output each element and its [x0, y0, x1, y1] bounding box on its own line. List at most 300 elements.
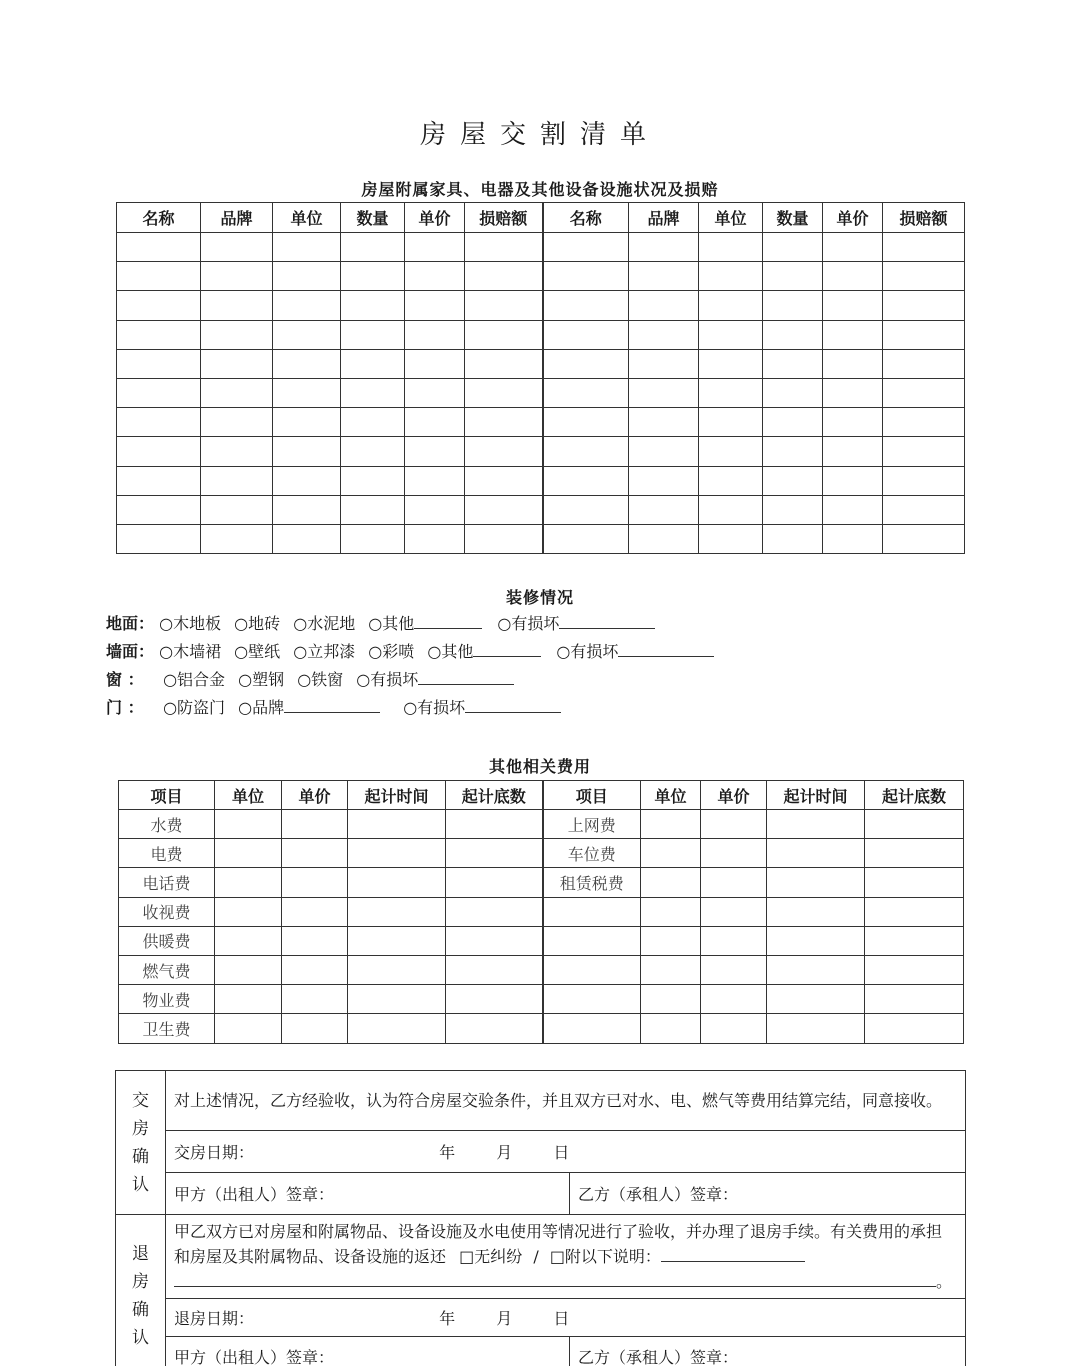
table-cell[interactable]: [629, 349, 699, 378]
table-cell[interactable]: [701, 955, 767, 984]
table-cell[interactable]: [117, 378, 201, 407]
table-cell[interactable]: [701, 839, 767, 868]
table-cell[interactable]: [117, 233, 201, 262]
door-option[interactable]: ○防盗门: [163, 698, 226, 717]
table-cell[interactable]: [767, 1014, 865, 1043]
window-damaged-option[interactable]: ○有损坏: [356, 670, 419, 689]
table-cell[interactable]: [348, 1014, 446, 1043]
col-header: 起计时间: [348, 781, 446, 810]
table-cell[interactable]: [883, 437, 965, 466]
floor-damaged-option[interactable]: ○有损坏: [497, 614, 560, 633]
table-cell[interactable]: [763, 408, 823, 437]
wall-option[interactable]: ○其他: [427, 642, 474, 661]
table-cell[interactable]: [641, 868, 701, 897]
col-header: 数量: [341, 203, 405, 233]
col-header: 单价: [701, 781, 767, 810]
table-cell[interactable]: [823, 233, 883, 262]
table-cell[interactable]: [699, 466, 763, 495]
table-cell[interactable]: [282, 810, 348, 839]
table-cell[interactable]: [763, 349, 823, 378]
table-cell[interactable]: [341, 524, 405, 553]
floor-row: [106, 610, 655, 638]
table-cell[interactable]: [282, 839, 348, 868]
wall-option[interactable]: ○木墙裙: [159, 642, 222, 661]
table-cell[interactable]: [282, 897, 348, 926]
floor-option[interactable]: ○地砖: [234, 614, 281, 633]
side-char: 确: [132, 1299, 149, 1320]
fee-item-label: [543, 897, 641, 926]
table-cell[interactable]: [629, 378, 699, 407]
window-option[interactable]: ○铁窗: [297, 670, 344, 689]
table-cell[interactable]: [215, 926, 282, 955]
table-cell[interactable]: [767, 810, 865, 839]
fee-item-label: [543, 955, 641, 984]
table-cell[interactable]: [465, 408, 543, 437]
side-char: 交: [132, 1090, 149, 1111]
table-cell[interactable]: [763, 262, 823, 291]
table-cell[interactable]: [405, 349, 465, 378]
table-cell[interactable]: [699, 408, 763, 437]
table-cell[interactable]: [341, 291, 405, 320]
checkout-side-label: [116, 1215, 166, 1366]
table-cell[interactable]: [465, 495, 543, 524]
table-cell[interactable]: [823, 378, 883, 407]
table-cell[interactable]: [883, 524, 965, 553]
table-cell[interactable]: [465, 378, 543, 407]
floor-option[interactable]: ○木地板: [159, 614, 222, 633]
wall-other-blank[interactable]: [473, 643, 541, 657]
table-cell[interactable]: [282, 868, 348, 897]
window-label: 窗 ：: [106, 670, 144, 689]
table-cell[interactable]: [865, 897, 964, 926]
table-row: [117, 349, 965, 378]
door-option[interactable]: ○品牌: [238, 698, 285, 717]
table-cell[interactable]: [763, 466, 823, 495]
table-cell[interactable]: [629, 233, 699, 262]
table-cell[interactable]: [823, 524, 883, 553]
table-cell[interactable]: [543, 495, 629, 524]
table-cell[interactable]: [405, 408, 465, 437]
table-cell[interactable]: [405, 291, 465, 320]
table-cell[interactable]: [699, 524, 763, 553]
table-cell[interactable]: [701, 868, 767, 897]
side-char: 认: [132, 1327, 149, 1348]
table-cell[interactable]: [446, 839, 543, 868]
table-cell[interactable]: [273, 466, 341, 495]
table-cell[interactable]: [273, 378, 341, 407]
table-cell[interactable]: [405, 320, 465, 349]
table-cell[interactable]: [405, 524, 465, 553]
table-cell[interactable]: [865, 810, 964, 839]
table-cell[interactable]: [405, 466, 465, 495]
table-cell[interactable]: [865, 1014, 964, 1043]
table-cell[interactable]: [543, 466, 629, 495]
table-cell[interactable]: [629, 466, 699, 495]
table-cell[interactable]: [201, 233, 273, 262]
table-cell[interactable]: [543, 408, 629, 437]
handover-month[interactable]: 月: [496, 1143, 513, 1162]
table-cell[interactable]: [823, 408, 883, 437]
table-cell[interactable]: [883, 495, 965, 524]
table-cell[interactable]: [543, 262, 629, 291]
fees-heading: 其他相关费用: [488, 757, 591, 776]
checkout-period: 。: [936, 1272, 953, 1291]
side-char: 确: [132, 1146, 149, 1167]
table-cell[interactable]: [465, 349, 543, 378]
table-cell[interactable]: [215, 1014, 282, 1043]
handover-party-a-signature[interactable]: 甲方（出租人）签章：: [166, 1173, 570, 1215]
window-option[interactable]: ○铝合金: [163, 670, 226, 689]
table-cell[interactable]: [543, 349, 629, 378]
checkout-year[interactable]: 年: [439, 1309, 456, 1328]
table-cell[interactable]: [767, 926, 865, 955]
checkout-party-a-signature[interactable]: 甲方（出租人）签章：: [166, 1337, 570, 1366]
table-cell[interactable]: [465, 466, 543, 495]
table-cell[interactable]: [865, 926, 964, 955]
table-row: [119, 839, 964, 868]
checkout-note-line[interactable]: [174, 1271, 936, 1287]
table-cell[interactable]: [348, 897, 446, 926]
door-damaged-blank[interactable]: [465, 699, 561, 713]
table-cell[interactable]: [273, 320, 341, 349]
wall-damaged-option[interactable]: ○有损坏: [556, 642, 619, 661]
fee-item-label: [543, 985, 641, 1014]
table-cell[interactable]: [823, 466, 883, 495]
table-row: [119, 926, 964, 955]
table-cell[interactable]: [215, 839, 282, 868]
door-damaged-option[interactable]: ○有损坏: [403, 698, 466, 717]
table-cell[interactable]: [117, 262, 201, 291]
table-cell[interactable]: [883, 349, 965, 378]
table-cell[interactable]: [446, 868, 543, 897]
table-cell[interactable]: [699, 495, 763, 524]
table-cell[interactable]: [883, 233, 965, 262]
table-cell[interactable]: [629, 262, 699, 291]
table-cell[interactable]: [201, 524, 273, 553]
table-row: [117, 495, 965, 524]
table-cell[interactable]: [348, 868, 446, 897]
table-cell[interactable]: [629, 408, 699, 437]
table-cell[interactable]: [405, 495, 465, 524]
window-row: [106, 666, 514, 694]
table-cell[interactable]: [767, 985, 865, 1014]
fee-item-label: 卫生费: [119, 1014, 215, 1043]
table-cell[interactable]: [641, 810, 701, 839]
table-cell[interactable]: [348, 985, 446, 1014]
table-cell[interactable]: [341, 233, 405, 262]
table-cell[interactable]: [273, 524, 341, 553]
table-cell[interactable]: [823, 437, 883, 466]
table-cell[interactable]: [282, 955, 348, 984]
fee-item-label: [543, 926, 641, 955]
door-row: [106, 694, 561, 722]
table-cell[interactable]: [767, 868, 865, 897]
table-cell[interactable]: [215, 955, 282, 984]
table-cell[interactable]: [282, 926, 348, 955]
table-cell[interactable]: [543, 437, 629, 466]
table-cell[interactable]: [543, 524, 629, 553]
table-cell[interactable]: [543, 233, 629, 262]
table-cell[interactable]: [446, 926, 543, 955]
table-cell[interactable]: [465, 524, 543, 553]
table-cell[interactable]: [201, 466, 273, 495]
table-cell[interactable]: [348, 926, 446, 955]
table-cell[interactable]: [699, 262, 763, 291]
wall-option[interactable]: ○壁纸: [234, 642, 281, 661]
table-cell[interactable]: [465, 320, 543, 349]
table-cell[interactable]: [465, 437, 543, 466]
col-header: 起计时间: [767, 781, 865, 810]
wall-option[interactable]: ○立邦漆: [293, 642, 356, 661]
fee-item-label: 车位费: [543, 839, 641, 868]
table-cell[interactable]: [405, 262, 465, 291]
col-header: 项目: [543, 781, 641, 810]
table-cell[interactable]: [823, 262, 883, 291]
fee-item-label: [543, 1014, 641, 1043]
table-cell[interactable]: [446, 1014, 543, 1043]
table-cell[interactable]: [629, 524, 699, 553]
table-cell[interactable]: [405, 378, 465, 407]
table-cell[interactable]: [282, 985, 348, 1014]
table-cell[interactable]: [446, 985, 543, 1014]
table-cell[interactable]: [701, 897, 767, 926]
table-cell[interactable]: [341, 378, 405, 407]
table-cell[interactable]: [865, 985, 964, 1014]
table-cell[interactable]: [273, 349, 341, 378]
table-row: [117, 466, 965, 495]
table-cell[interactable]: [215, 868, 282, 897]
decoration-heading: 装修情况: [505, 588, 574, 607]
table-cell[interactable]: [273, 408, 341, 437]
table-cell[interactable]: [341, 437, 405, 466]
table-cell[interactable]: [117, 349, 201, 378]
table-cell[interactable]: [273, 291, 341, 320]
table-cell[interactable]: [405, 233, 465, 262]
table-cell[interactable]: [117, 495, 201, 524]
checkout-separator: /: [533, 1247, 539, 1266]
fee-item-label: 收视费: [119, 897, 215, 926]
table-cell[interactable]: [117, 291, 201, 320]
table-cell[interactable]: [641, 839, 701, 868]
handover-statement: 对上述情况，乙方经验收，认为符合房屋交验条件，并且双方已对水、电、燃气等费用结算完结，同意接收。: [166, 1071, 966, 1131]
table-cell[interactable]: [201, 378, 273, 407]
table-cell[interactable]: [865, 868, 964, 897]
fee-item-label: 上网费: [543, 810, 641, 839]
table-cell[interactable]: [446, 810, 543, 839]
table-cell[interactable]: [348, 839, 446, 868]
table-cell[interactable]: [823, 320, 883, 349]
wall-option[interactable]: ○彩喷: [368, 642, 415, 661]
checkout-date-row: [166, 1299, 966, 1337]
table-cell[interactable]: [763, 378, 823, 407]
handover-year[interactable]: 年: [439, 1143, 456, 1162]
checkout-note-blank[interactable]: [661, 1246, 805, 1262]
furniture-header-row: [117, 203, 965, 233]
door-brand-blank[interactable]: [284, 699, 380, 713]
table-cell[interactable]: [763, 437, 823, 466]
floor-label: 地面：: [106, 614, 155, 633]
table-cell[interactable]: [699, 378, 763, 407]
table-cell[interactable]: [629, 495, 699, 524]
floor-other-blank[interactable]: [414, 615, 482, 629]
table-cell[interactable]: [641, 1014, 701, 1043]
table-cell[interactable]: [348, 955, 446, 984]
fee-item-label: 电话费: [119, 868, 215, 897]
handover-day[interactable]: 日: [553, 1143, 570, 1162]
col-header: 起计底数: [446, 781, 543, 810]
table-cell[interactable]: [117, 524, 201, 553]
handover-party-b-signature[interactable]: 乙方（承租人）签章：: [570, 1173, 966, 1215]
table-cell[interactable]: [201, 437, 273, 466]
table-cell[interactable]: [629, 291, 699, 320]
table-cell[interactable]: [341, 262, 405, 291]
table-cell[interactable]: [282, 1014, 348, 1043]
checkout-day[interactable]: 日: [553, 1309, 570, 1328]
table-cell[interactable]: [767, 897, 865, 926]
table-cell[interactable]: [699, 320, 763, 349]
floor-damaged-blank[interactable]: [559, 615, 655, 629]
table-cell[interactable]: [273, 495, 341, 524]
col-header: 品牌: [201, 203, 273, 233]
table-cell[interactable]: [117, 466, 201, 495]
table-row: [117, 378, 965, 407]
table-cell[interactable]: [117, 320, 201, 349]
page-title: 房屋交割清单: [419, 120, 660, 150]
floor-option[interactable]: ○水泥地: [293, 614, 356, 633]
table-cell[interactable]: [215, 985, 282, 1014]
table-cell[interactable]: [763, 233, 823, 262]
table-cell[interactable]: [273, 233, 341, 262]
table-cell[interactable]: [215, 810, 282, 839]
table-cell[interactable]: [699, 291, 763, 320]
table-cell[interactable]: [641, 926, 701, 955]
col-header: 项目: [119, 781, 215, 810]
fee-item-label: 供暖费: [119, 926, 215, 955]
checkout-date-label: 退房日期：: [174, 1309, 255, 1328]
col-header: 名称: [543, 203, 629, 233]
table-cell[interactable]: [341, 466, 405, 495]
table-cell[interactable]: [446, 955, 543, 984]
col-header: 数量: [763, 203, 823, 233]
table-cell[interactable]: [201, 262, 273, 291]
table-cell[interactable]: [699, 349, 763, 378]
col-header: 起计底数: [865, 781, 964, 810]
table-cell[interactable]: [883, 408, 965, 437]
table-row: [117, 291, 965, 320]
side-char: 房: [132, 1271, 149, 1292]
table-cell[interactable]: [883, 466, 965, 495]
table-cell[interactable]: [883, 320, 965, 349]
side-char: 退: [132, 1243, 149, 1264]
table-cell[interactable]: [543, 291, 629, 320]
table-cell[interactable]: [701, 926, 767, 955]
table-cell[interactable]: [465, 262, 543, 291]
table-cell[interactable]: [201, 408, 273, 437]
table-cell[interactable]: [883, 262, 965, 291]
table-cell[interactable]: [117, 408, 201, 437]
checkout-option-note[interactable]: □附以下说明：: [549, 1247, 661, 1266]
col-header: 单位: [699, 203, 763, 233]
table-cell[interactable]: [699, 233, 763, 262]
table-cell[interactable]: [767, 839, 865, 868]
table-cell[interactable]: [701, 985, 767, 1014]
furniture-table: [116, 202, 965, 554]
window-damaged-blank[interactable]: [418, 671, 514, 685]
table-cell[interactable]: [763, 495, 823, 524]
table-cell[interactable]: [763, 524, 823, 553]
table-cell[interactable]: [341, 408, 405, 437]
fees-header-row: [119, 781, 964, 810]
table-row: [117, 262, 965, 291]
table-cell[interactable]: [273, 437, 341, 466]
table-cell[interactable]: [405, 437, 465, 466]
checkout-party-b-signature[interactable]: 乙方（承租人）签章：: [570, 1337, 966, 1366]
col-header: 损赔额: [883, 203, 965, 233]
table-cell[interactable]: [273, 262, 341, 291]
table-cell[interactable]: [629, 320, 699, 349]
table-cell[interactable]: [543, 320, 629, 349]
table-cell[interactable]: [629, 437, 699, 466]
wall-row: [106, 638, 714, 666]
table-cell[interactable]: [767, 955, 865, 984]
table-cell[interactable]: [215, 897, 282, 926]
checkout-option-none[interactable]: □无纠纷: [459, 1247, 523, 1266]
table-cell[interactable]: [465, 291, 543, 320]
table-cell[interactable]: [465, 233, 543, 262]
table-cell[interactable]: [341, 495, 405, 524]
table-cell[interactable]: [883, 378, 965, 407]
table-cell[interactable]: [763, 320, 823, 349]
table-cell[interactable]: [763, 291, 823, 320]
table-cell[interactable]: [883, 291, 965, 320]
table-cell[interactable]: [341, 349, 405, 378]
table-cell[interactable]: [641, 985, 701, 1014]
table-cell[interactable]: [823, 495, 883, 524]
table-cell[interactable]: [641, 955, 701, 984]
table-cell[interactable]: [201, 495, 273, 524]
table-cell[interactable]: [823, 349, 883, 378]
table-cell[interactable]: [446, 897, 543, 926]
table-cell[interactable]: [699, 437, 763, 466]
table-cell[interactable]: [341, 320, 405, 349]
floor-option[interactable]: ○其他: [368, 614, 415, 633]
table-cell[interactable]: [117, 437, 201, 466]
checkout-statement: 甲乙双方已对房屋和附属物品、设备设施及水电使用等情况进行了验收，并办理了退房手续。有关费用的承担和房屋及其附属物品、设备设施的返还: [174, 1222, 943, 1266]
table-cell[interactable]: [348, 810, 446, 839]
table-cell[interactable]: [543, 378, 629, 407]
table-cell[interactable]: [865, 955, 964, 984]
col-header: 名称: [117, 203, 201, 233]
table-cell[interactable]: [701, 810, 767, 839]
wall-damaged-blank[interactable]: [618, 643, 714, 657]
table-cell[interactable]: [865, 839, 964, 868]
table-cell[interactable]: [641, 897, 701, 926]
fee-item-label: 燃气费: [119, 955, 215, 984]
table-cell[interactable]: [823, 291, 883, 320]
table-cell[interactable]: [701, 1014, 767, 1043]
table-cell[interactable]: [201, 291, 273, 320]
table-cell[interactable]: [201, 320, 273, 349]
table-row: [119, 897, 964, 926]
table-cell[interactable]: [201, 349, 273, 378]
checkout-month[interactable]: 月: [496, 1309, 513, 1328]
col-header: 损赔额: [465, 203, 543, 233]
table-row: [119, 868, 964, 897]
col-header: 单位: [641, 781, 701, 810]
handover-date-row: [166, 1131, 966, 1173]
window-option[interactable]: ○塑钢: [238, 670, 285, 689]
table-row: [117, 320, 965, 349]
